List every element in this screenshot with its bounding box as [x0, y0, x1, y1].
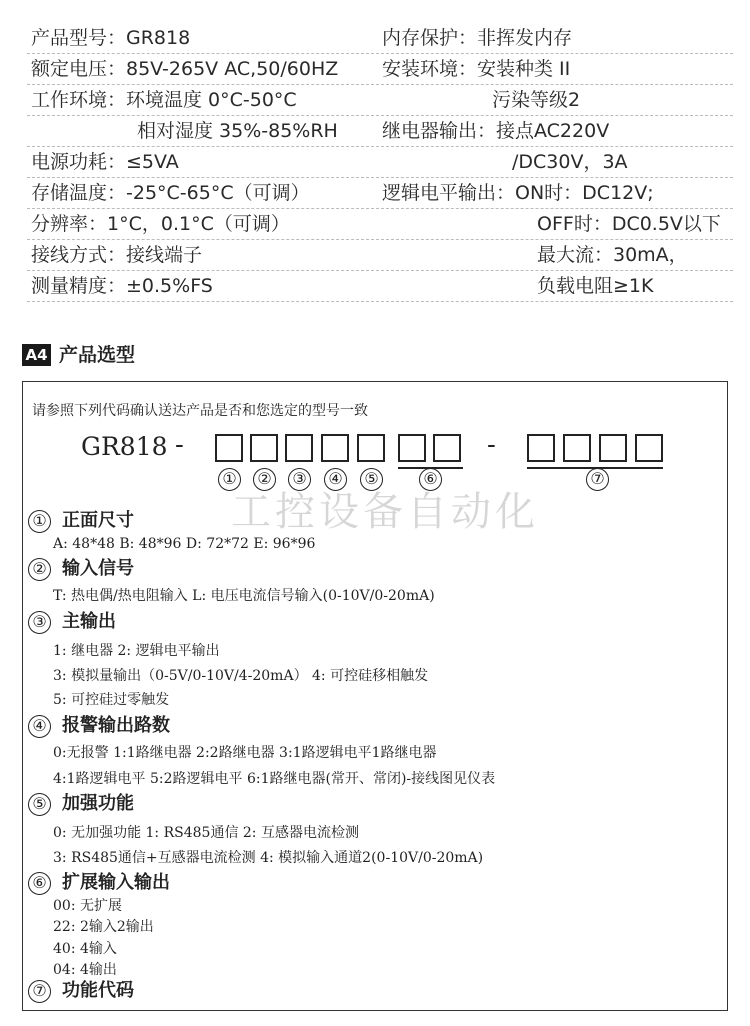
spec-row	[27, 54, 733, 85]
slot-marker: ②	[253, 468, 276, 491]
spec-right: 安装环境：安装种类 II	[382, 58, 571, 80]
code-slot	[215, 434, 243, 462]
spec-left: 相对湿度 35%-85%RH	[137, 120, 338, 142]
option-line: T: 热电偶/热电阻输入 L: 电压电流信号输入(0-10V/0-20mA)	[53, 588, 435, 604]
spec-left: 电源功耗：≤5VA	[31, 151, 179, 173]
spec-left: 存储温度：-25°C-65°C（可调）	[31, 182, 310, 204]
section-tag: A4	[22, 344, 51, 366]
group-number: ④	[28, 715, 51, 738]
option-line: 3: RS485通信+互感器电流检测 4: 模拟输入通道2(0-10V/0-20mA)	[53, 850, 484, 866]
code-slot	[250, 434, 278, 462]
selection-intro: 请参照下列代码确认送达产品是否和您选定的型号一致	[32, 403, 368, 419]
spec-left: 接线方式：接线端子	[31, 244, 203, 266]
group-number: ⑥	[28, 872, 51, 895]
slot-marker: ⑤	[360, 468, 383, 491]
option-line: 4:1路逻辑电平 5:2路逻辑电平 6:1路继电器(常开、常闭)-接线图见仪表	[53, 771, 496, 787]
option-line: A: 48*48 B: 48*96 D: 72*72 E: 96*96	[53, 536, 316, 552]
option-line: 0: 无加强功能 1: RS485通信 2: 互感器电流检测	[53, 825, 359, 841]
group-title: 加强功能	[62, 793, 134, 814]
watermark: 工控设备自动化	[231, 489, 539, 535]
group-title: 功能代码	[62, 980, 134, 1001]
slot-marker: ③	[288, 468, 311, 491]
slot-marker: ④	[324, 468, 347, 491]
selection-box	[22, 381, 728, 1011]
model-code: GR818	[81, 432, 168, 461]
spec-table	[27, 23, 733, 302]
spec-right: 污染等级2	[492, 89, 581, 111]
spec-row	[27, 271, 733, 302]
spec-row	[27, 209, 733, 240]
spec-left: 测量精度：±0.5%FS	[31, 275, 213, 297]
code-slot	[357, 434, 385, 462]
spec-left: 分辨率：1°C，0.1°C（可调）	[31, 213, 290, 235]
group-title: 主输出	[62, 611, 116, 632]
code-slot	[563, 434, 591, 462]
spec-row	[27, 178, 733, 209]
spec-right: 逻辑电平输出：ON时：DC12V;	[382, 182, 654, 204]
dash-separator: -	[487, 430, 496, 460]
spec-row	[27, 23, 733, 54]
spec-left: 额定电压：85V-265V AC,50/60HZ	[31, 58, 339, 80]
option-line: 40: 4输入	[53, 941, 117, 957]
option-line: 5: 可控硅过零触发	[53, 692, 170, 708]
code-slot	[321, 434, 349, 462]
code-slot	[433, 434, 461, 462]
group-number: ⑤	[28, 793, 51, 816]
code-slot	[527, 434, 555, 462]
spec-right: 内存保护：非挥发内存	[382, 27, 573, 49]
group-title: 正面尺寸	[62, 510, 134, 531]
spec-right: 继电器输出：接点AC220V	[382, 120, 610, 142]
spec-right: 最大流：30mA，	[537, 244, 688, 266]
group-title: 扩展输入输出	[62, 872, 170, 893]
option-line: 3: 模拟量输出（0-5V/0-10V/4-20mA） 4: 可控硅移相触发	[53, 668, 429, 684]
option-line: 22: 2输入2输出	[53, 919, 154, 935]
spec-row	[27, 85, 733, 116]
option-line: 1: 继电器 2: 逻辑电平输出	[53, 643, 220, 659]
spec-row	[27, 240, 733, 271]
code-slot	[599, 434, 627, 462]
group-title: 报警输出路数	[62, 715, 170, 736]
slot-marker: ⑥	[419, 468, 442, 491]
spec-left: 工作环境：环境温度 0°C-50°C	[31, 89, 297, 111]
slot-marker: ①	[218, 468, 241, 491]
group-number: ③	[28, 611, 51, 634]
group-number: ②	[28, 558, 51, 581]
spec-row	[27, 116, 733, 147]
dash-separator: -	[175, 430, 184, 460]
group-title: 输入信号	[62, 558, 134, 579]
spec-row	[27, 147, 733, 178]
spec-right: OFF时：DC0.5V以下	[537, 213, 721, 235]
option-line: 0:无报警 1:1路继电器 2:2路继电器 3:1路逻辑电平1路继电器	[53, 745, 437, 761]
group-number: ⑦	[28, 980, 51, 1003]
slot-marker: ⑦	[586, 468, 609, 491]
spec-left: 产品型号：GR818	[31, 27, 191, 49]
option-line: 00: 无扩展	[53, 898, 122, 914]
code-slot	[635, 434, 663, 462]
code-slot	[285, 434, 313, 462]
spec-right: 负载电阻≥1K	[537, 275, 654, 297]
option-line: 04: 4输出	[53, 962, 117, 978]
spec-right: /DC30V，3A	[512, 151, 628, 173]
section-title: 产品选型	[59, 344, 136, 366]
group-number: ①	[28, 510, 51, 533]
code-slot	[398, 434, 426, 462]
